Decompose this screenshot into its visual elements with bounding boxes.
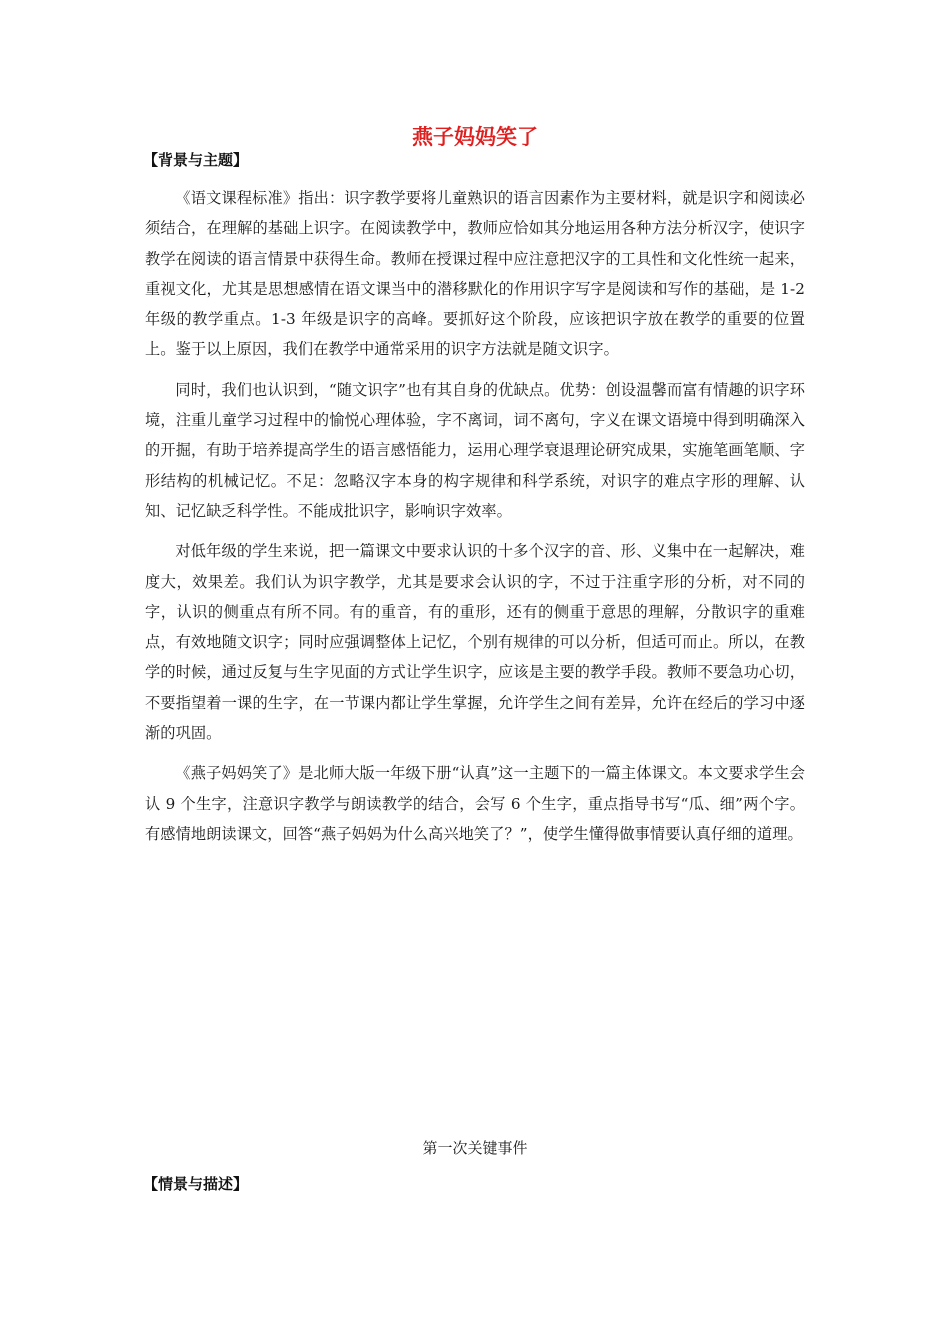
paragraph-2: 同时，我们也认识到，“随文识字”也有其自身的优缺点。优势：创设温馨而富有情趣的识字环境，注重儿童学习过程中的愉悦心理体验，字不离词，词不离句，字义在课文语境中得到明确深入的开掘，有助于培养提高学生的语言感悟能力，运用心理学衰退理论研究成果，实施笔画笔顺、字形结构的机械记忆。不足：忽略汉字本身的构字规律和科学系统，对识字的难点字形的理解、认知、记忆缺乏科学性。不能成批识字，影响识字效率。	[145, 380, 805, 520]
paragraph-4: 《燕子妈妈笑了》是北师大版一年级下册“认真”这一主题下的一篇主体课文。本文要求学生会认 9 个生字，注意识字教学与朗读教学的结合，会写 6 个生字，重点指导书写“瓜、细”两个字。有感情地朗读课文，回答“燕子妈妈为什么高兴地笑了？”，使学生懂得做事情要认真仔细的道理。	[145, 764, 805, 843]
section-body	[145, 183, 805, 849]
section-heading-background: 【背景与主题】	[143, 151, 249, 169]
section-heading-scenario: 【情景与描述】	[143, 1175, 249, 1193]
paragraph-1: 《语文课程标准》指出：识字教学要将儿童熟识的语言因素作为主要材料，就是识字和阅读必须结合，在理解的基础上识字。在阅读教学中，教师应恰如其分地运用各种方法分析汉字，使识字教学在阅读的语言情景中获得生命。教师在授课过程中应注意把汉字的工具性和文化性统一起来，重视文化，尤其是思想感情在语文课当中的潜移默化的作用识字写字是阅读和写作的基础，是 1-2 年级的教学重点。1-3 年级是识字的高峰。要抓好这个阶段，应该把识字放在教学的重要的位置上。鉴于以上原因，我们在教学中通常采用的识字方法就是随文识字。	[145, 189, 805, 359]
paragraph-3: 对低年级的学生来说，把一篇课文中要求认识的十多个汉字的音、形、义集中在一起解决，难度大，效果差。我们认为识字教学，尤其是要求会认识的字，不过于注重字形的分析，对不同的字，认识的侧重点有所不同。有的重音，有的重形，还有的侧重于意思的理解，分散识字的重难点，有效地随文识字；同时应强调整体上记忆，个别有规律的可以分析，但适可而止。所以，在教学的时候，通过反复与生字见面的方式让学生识字，应该是主要的教学手段。教师不要急功心切，不要指望着一课的生字，在一节课内都让学生掌握，允许学生之间有差异，允许在经后的学习中逐渐的巩固。	[145, 542, 805, 743]
event-title: 第一次关键事件	[422, 1139, 528, 1157]
document-title: 燕子妈妈笑了	[412, 125, 538, 149]
